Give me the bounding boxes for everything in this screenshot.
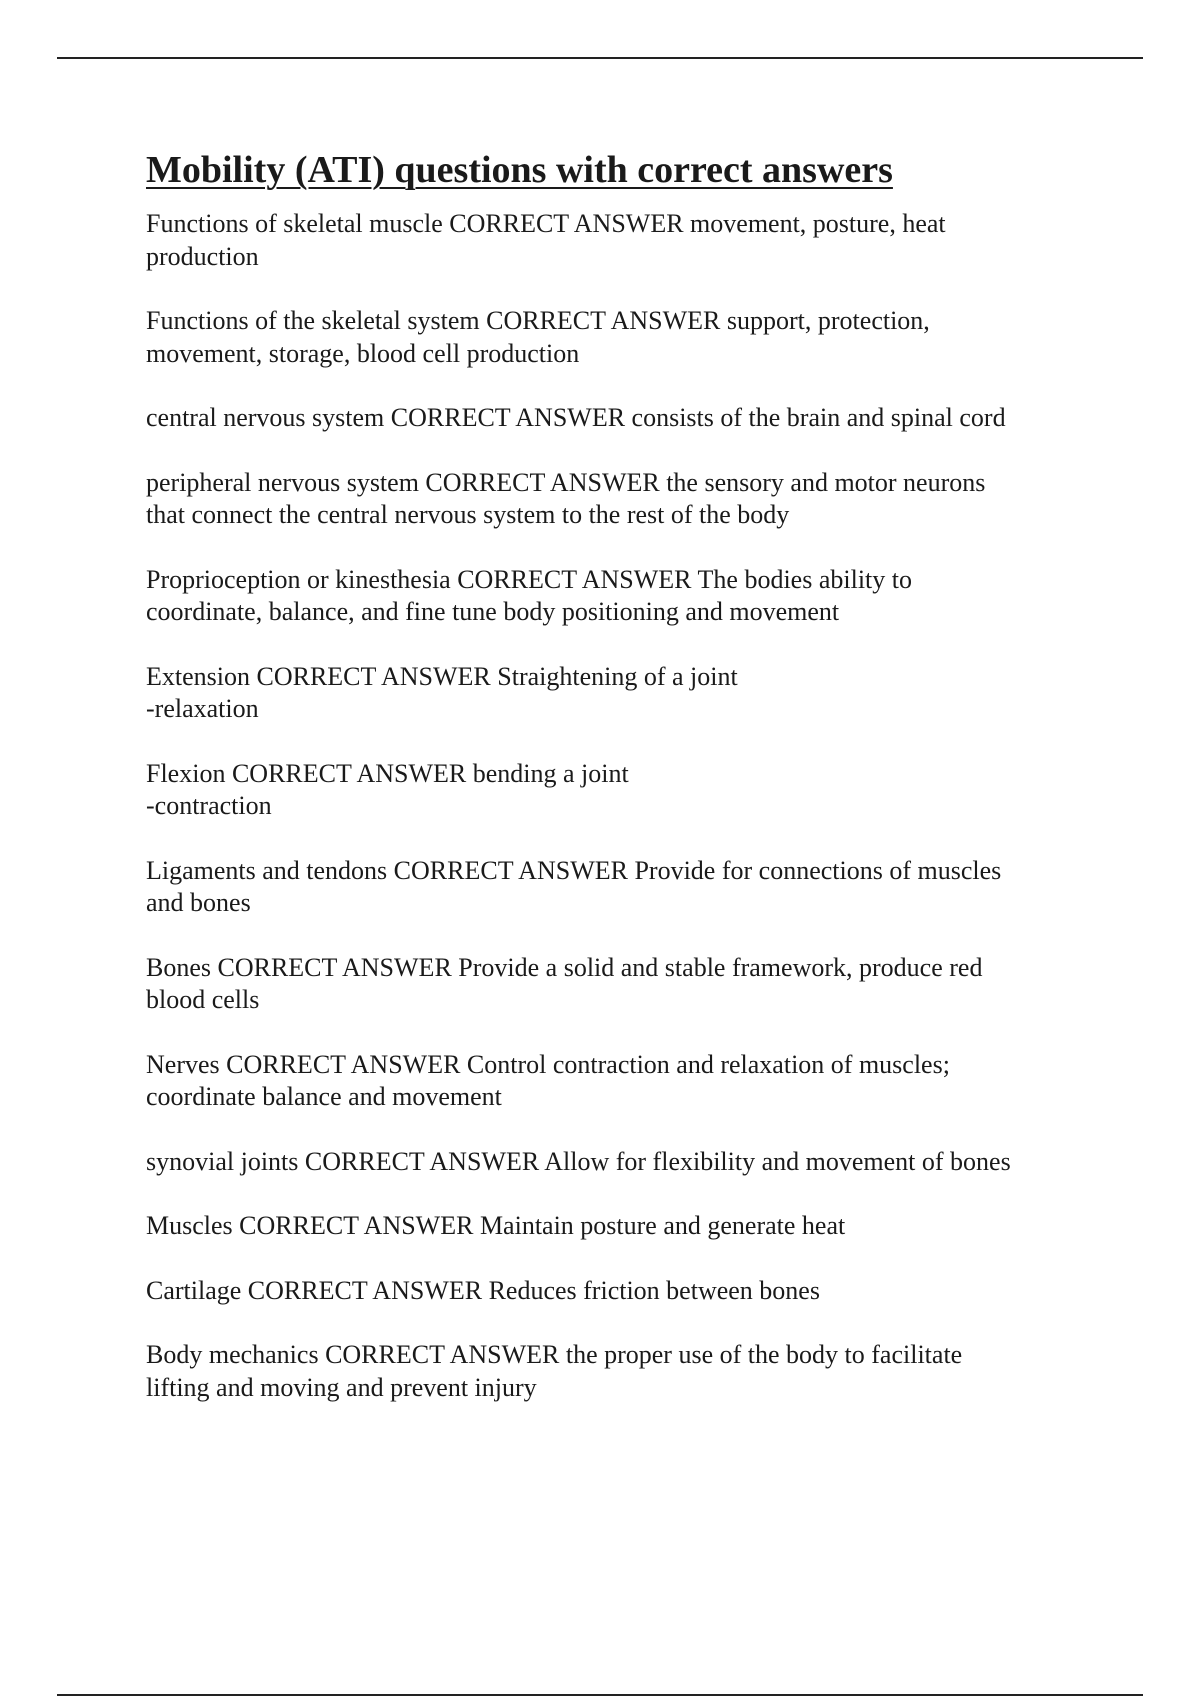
bottom-divider xyxy=(57,1694,1143,1696)
qa-item: Functions of the skeletal system CORRECT ANSWER support, protection, movement, storage, blood cell production xyxy=(146,306,930,368)
qa-item: Proprioception or kinesthesia CORRECT ANSWER The bodies ability to coordinate, balance, and fine tune body positioning and movement xyxy=(146,564,912,626)
qa-item: Cartilage CORRECT ANSWER Reduces friction between bones xyxy=(146,1275,820,1305)
qa-item: synovial joints CORRECT ANSWER Allow for flexibility and movement of bones xyxy=(146,1146,1011,1176)
qa-item: Functions of skeletal muscle CORRECT ANSWER movement, posture, heat production xyxy=(146,209,946,271)
qa-item: Ligaments and tendons CORRECT ANSWER Provide for connections of muscles and bones xyxy=(146,855,1002,917)
qa-item: peripheral nervous system CORRECT ANSWER the sensory and motor neurons that connect the central nervous system to the rest of the body xyxy=(146,467,986,529)
qa-item: Bones CORRECT ANSWER Provide a solid and stable framework, produce red blood cells xyxy=(146,952,983,1014)
qa-item: central nervous system CORRECT ANSWER consists of the brain and spinal cord xyxy=(146,403,1006,432)
qa-item: Body mechanics CORRECT ANSWER the proper use of the body to facilitate lifting and moving and prevent injury xyxy=(146,1340,963,1402)
qa-item: Extension CORRECT ANSWER Straightening of a joint -relaxation xyxy=(146,661,738,723)
qa-item: Muscles CORRECT ANSWER Maintain posture and generate heat xyxy=(146,1211,846,1240)
qa-item: Nerves CORRECT ANSWER Control contraction and relaxation of muscles; coordinate balance and movement xyxy=(146,1049,950,1111)
document-title: Mobility (ATI) questions with correct answers xyxy=(146,149,893,191)
document-body xyxy=(146,146,1096,1436)
qa-item: Flexion CORRECT ANSWER bending a joint -contraction xyxy=(146,758,629,820)
top-divider xyxy=(57,57,1143,59)
